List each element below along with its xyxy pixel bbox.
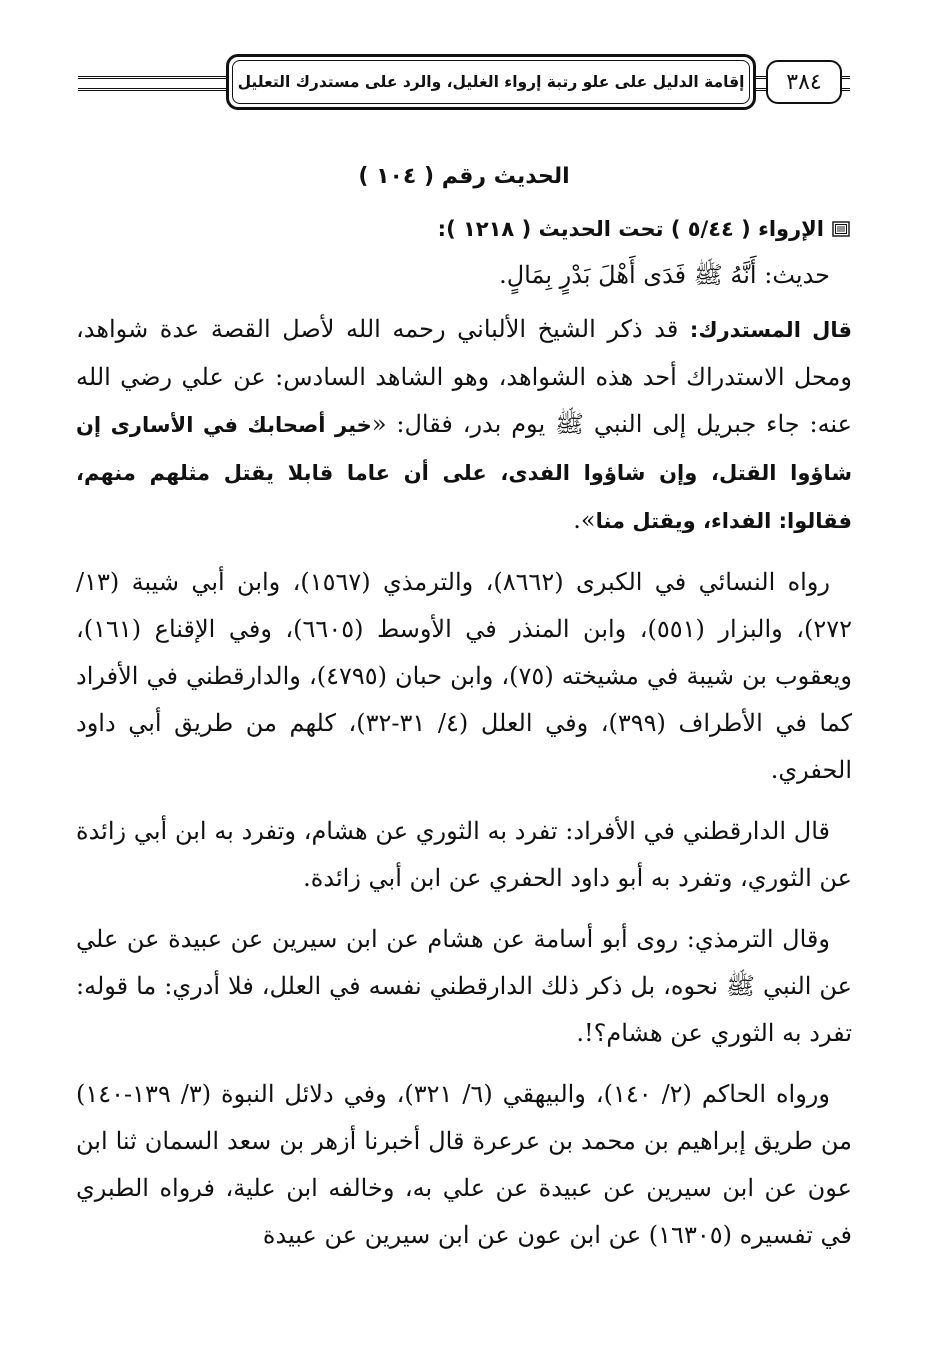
paragraph-takhrij: رواه النسائي في الكبرى (٨٦٦٢)، والترمذي (١٥٦٧)، وابن أبي شيبة (١٣/ ٢٧٢)، والبزار (٥٥١)، وابن المنذر في الأوسط (٦٦٠٥)، وفي الإقناع (١٦١)، ويعقوب بن شيبة في مشيخته (٧٥)، وابن حبان (٤٧٩٥)، والدارقطني في الأفراد كما في الأطراف (٣٩٩)، وفي العلل (٤/ ٣١-٣٢)، كلهم من طريق أبي داود الحفري. — [76, 568, 853, 784]
header-rule-right — [840, 76, 850, 91]
book-icon — [832, 221, 850, 237]
running-title-frame — [226, 54, 756, 110]
running-title: إقامة الدليل على علو رتبة إرواء الغليل، والرد على مستدرك التعليل — [232, 60, 750, 104]
source-text: الإرواء ( ٥/٤٤ ) تحت الحديث ( ١٢١٨ ): — [437, 217, 824, 241]
paragraph-lead: قال المستدرك: — [689, 318, 853, 342]
page-number: ٣٨٤ — [766, 60, 842, 104]
paragraph-daraqutni: قال الدارقطني في الأفراد: تفرد به الثوري عن هشام، وتفرد به ابن أبي زائدة عن الثوري، وتفرد به أبو داود الحفري عن ابن أبي زائدة. — [76, 817, 852, 892]
page-content — [76, 150, 852, 1273]
header-rule-left — [78, 76, 228, 91]
paragraph-hakim: ورواه الحاكم (٢/ ١٤٠)، والبيهقي (٦/ ٣٢١)، وفي دلائل النبوة (٣/ ١٣٩-١٤٠) من طريق إبراهيم بن محمد بن عرعرة قال أخبرنا أزهر بن سعد السمان ثنا ابن عون عن ابن سيرين عن عبيدة عن علي به، وخالفه ابن علية، فرواه الطبري في تفسيره (١٦٣٠٥) عن ابن عون عن ابن سيرين عن عبيدة — [76, 1080, 852, 1249]
running-header — [78, 48, 850, 124]
paragraph-text: قد ذكر الشيخ الألباني رحمه الله لأصل القصة عدة شواهد، ومحل الاستدراك أحد هذه الشواهد، وهو الشاهد السادس: عن علي رضي الله عنه: جاء جبريل إلى النبي ﷺ يوم بدر، فقال: « — [76, 315, 852, 438]
quote-close: ». — [573, 506, 596, 534]
hadith-quote: خير أصحابك في الأسارى إن شاؤوا القتل، وإن شاؤوا الفدى، على أن عاما قابلا يقتل مثلهم منهم، فقالوا: الفداء، ويقتل منا — [76, 413, 852, 533]
source-line — [76, 206, 852, 252]
hadith-text: حديث: أَنَّهُ ﷺ فَدَى أَهْلَ بَدْرٍ بِمَالٍ. — [499, 261, 830, 289]
paragraph-tirmidhi: وقال الترمذي: روى أبو أسامة عن هشام عن ابن سيرين عن عبيدة عن علي عن النبي ﷺ نحوه، بل ذكر ذلك الدارقطني نفسه في العلل، فلا أدري: ما قوله: تفرد به الثوري عن هشام؟!. — [76, 925, 852, 1047]
hadith-heading: الحديث رقم ( ١٠٤ ) — [358, 164, 570, 189]
paragraph-mustadrik — [76, 306, 852, 545]
